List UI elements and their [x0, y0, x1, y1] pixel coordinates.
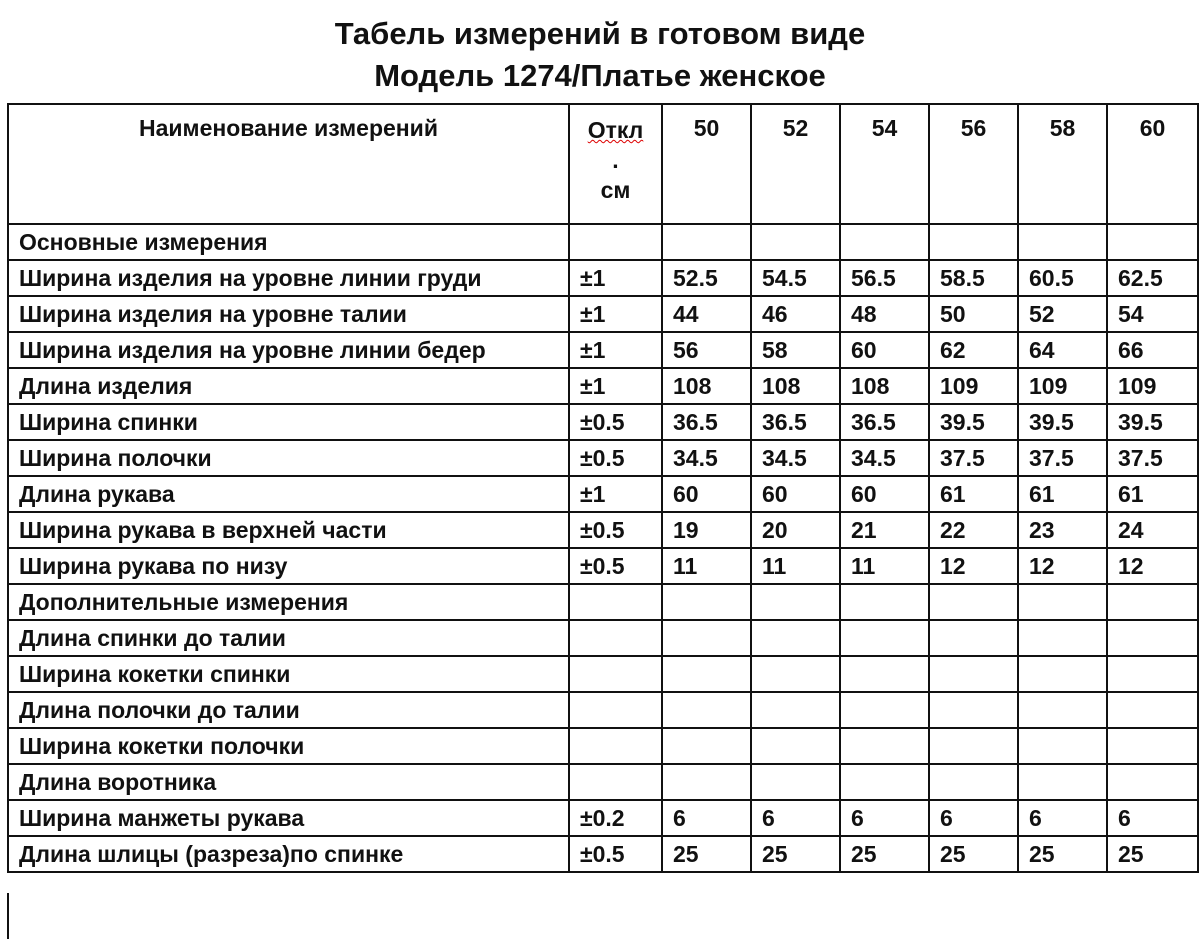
tolerance-cell: ±1: [569, 332, 662, 368]
size-value-58: 37.5: [1018, 440, 1107, 476]
table-row: [8, 728, 1198, 764]
size-value-56: [929, 764, 1018, 800]
header-measurement-name: Наименование измерений: [8, 104, 569, 224]
header-size-58: 58: [1018, 104, 1107, 224]
size-value-50: [662, 620, 751, 656]
size-value-60: 24: [1107, 512, 1198, 548]
size-value-54: [840, 728, 929, 764]
tolerance-cell: [569, 656, 662, 692]
size-value-58: [1018, 584, 1107, 620]
size-value-50: [662, 692, 751, 728]
size-value-52: [751, 692, 840, 728]
measurement-name: Ширина изделия на уровне линии бедер: [8, 332, 569, 368]
size-value-54: [840, 224, 929, 260]
tolerance-cell: ±0.2: [569, 800, 662, 836]
measurement-name: Ширина изделия на уровне талии: [8, 296, 569, 332]
size-value-56: 109: [929, 368, 1018, 404]
table-row: [8, 656, 1198, 692]
size-value-50: 19: [662, 512, 751, 548]
measurement-name: Ширина кокетки полочки: [8, 728, 569, 764]
size-value-54: [840, 692, 929, 728]
size-value-50: 11: [662, 548, 751, 584]
measurement-name: Длина полочки до талии: [8, 692, 569, 728]
tolerance-cell: [569, 764, 662, 800]
size-value-60: [1107, 620, 1198, 656]
header-tolerance-line3: см: [600, 177, 631, 203]
size-value-56: [929, 584, 1018, 620]
size-value-50: 108: [662, 368, 751, 404]
size-value-58: [1018, 620, 1107, 656]
measurement-name: Ширина манжеты рукава: [8, 800, 569, 836]
table-row: [8, 368, 1198, 404]
size-value-54: 56.5: [840, 260, 929, 296]
size-value-50: 6: [662, 800, 751, 836]
tolerance-cell: ±0.5: [569, 404, 662, 440]
size-value-60: 39.5: [1107, 404, 1198, 440]
table-row: [8, 692, 1198, 728]
size-value-50: [662, 224, 751, 260]
size-value-56: 62: [929, 332, 1018, 368]
header-tolerance: [569, 104, 662, 224]
size-value-58: 25: [1018, 836, 1107, 872]
size-value-54: 60: [840, 332, 929, 368]
table-row: [8, 800, 1198, 836]
size-value-58: 52: [1018, 296, 1107, 332]
size-value-56: 22: [929, 512, 1018, 548]
size-value-58: 6: [1018, 800, 1107, 836]
size-value-54: 6: [840, 800, 929, 836]
size-value-52: 11: [751, 548, 840, 584]
table-edge-line: [7, 893, 9, 939]
table-header-row: [8, 104, 1198, 224]
size-value-58: 23: [1018, 512, 1107, 548]
size-value-58: [1018, 728, 1107, 764]
size-value-50: 34.5: [662, 440, 751, 476]
measurements-table: [7, 103, 1199, 873]
table-row: [8, 836, 1198, 872]
size-value-56: 39.5: [929, 404, 1018, 440]
measurement-name: Ширина полочки: [8, 440, 569, 476]
measurement-name: Дополнительные измерения: [8, 584, 569, 620]
size-value-56: [929, 656, 1018, 692]
size-value-52: [751, 728, 840, 764]
table-row: [8, 476, 1198, 512]
size-value-58: 64: [1018, 332, 1107, 368]
size-value-52: 60: [751, 476, 840, 512]
size-value-58: [1018, 656, 1107, 692]
size-value-50: 56: [662, 332, 751, 368]
size-value-52: 36.5: [751, 404, 840, 440]
header-size-60: 60: [1107, 104, 1198, 224]
size-value-52: 54.5: [751, 260, 840, 296]
size-value-60: 12: [1107, 548, 1198, 584]
table-row: [8, 332, 1198, 368]
size-value-58: [1018, 764, 1107, 800]
size-value-52: [751, 764, 840, 800]
table-row: [8, 260, 1198, 296]
header-size-56: 56: [929, 104, 1018, 224]
table-row: [8, 584, 1198, 620]
tolerance-cell: ±1: [569, 260, 662, 296]
header-tolerance-line2: .: [612, 147, 619, 173]
size-value-56: [929, 692, 1018, 728]
size-value-54: [840, 620, 929, 656]
tolerance-cell: ±1: [569, 368, 662, 404]
size-value-50: [662, 764, 751, 800]
table-row: [8, 548, 1198, 584]
size-value-60: [1107, 692, 1198, 728]
size-value-54: 21: [840, 512, 929, 548]
size-value-56: 37.5: [929, 440, 1018, 476]
measurement-name: Ширина кокетки спинки: [8, 656, 569, 692]
tolerance-cell: ±0.5: [569, 836, 662, 872]
size-value-56: 6: [929, 800, 1018, 836]
size-value-50: 25: [662, 836, 751, 872]
size-value-54: 11: [840, 548, 929, 584]
size-value-60: 25: [1107, 836, 1198, 872]
header-size-54: 54: [840, 104, 929, 224]
size-value-50: [662, 656, 751, 692]
document-title: Табель измерений в готовом виде: [334, 16, 866, 51]
measurement-name: Длина изделия: [8, 368, 569, 404]
size-value-50: 60: [662, 476, 751, 512]
size-value-54: [840, 656, 929, 692]
size-value-60: 6: [1107, 800, 1198, 836]
size-value-54: 25: [840, 836, 929, 872]
size-value-58: 60.5: [1018, 260, 1107, 296]
size-value-58: 109: [1018, 368, 1107, 404]
size-value-60: [1107, 656, 1198, 692]
table-row: [8, 620, 1198, 656]
size-value-52: [751, 656, 840, 692]
measurement-name: Длина шлицы (разреза)по спинке: [8, 836, 569, 872]
table-row: [8, 440, 1198, 476]
size-value-52: 46: [751, 296, 840, 332]
size-value-52: 20: [751, 512, 840, 548]
table-row: [8, 404, 1198, 440]
measurement-name: Основные измерения: [8, 224, 569, 260]
size-value-52: [751, 620, 840, 656]
size-value-60: 62.5: [1107, 260, 1198, 296]
size-value-52: 6: [751, 800, 840, 836]
measurement-name: Ширина спинки: [8, 404, 569, 440]
size-value-50: 52.5: [662, 260, 751, 296]
size-value-52: 108: [751, 368, 840, 404]
size-value-56: [929, 224, 1018, 260]
size-value-60: 66: [1107, 332, 1198, 368]
size-value-58: 12: [1018, 548, 1107, 584]
size-value-56: 58.5: [929, 260, 1018, 296]
table-row: [8, 224, 1198, 260]
measurement-name: Ширина рукава в верхней части: [8, 512, 569, 548]
tolerance-cell: [569, 620, 662, 656]
size-value-52: [751, 584, 840, 620]
table-row: [8, 764, 1198, 800]
tolerance-cell: ±1: [569, 476, 662, 512]
measurement-name: Длина спинки до талии: [8, 620, 569, 656]
tolerance-cell: [569, 584, 662, 620]
tolerance-cell: ±0.5: [569, 548, 662, 584]
size-value-56: 61: [929, 476, 1018, 512]
size-value-50: 44: [662, 296, 751, 332]
size-value-56: [929, 620, 1018, 656]
tolerance-cell: [569, 224, 662, 260]
size-value-56: 25: [929, 836, 1018, 872]
tolerance-cell: ±1: [569, 296, 662, 332]
size-value-52: 58: [751, 332, 840, 368]
size-value-56: 12: [929, 548, 1018, 584]
size-value-60: 37.5: [1107, 440, 1198, 476]
table-row: [8, 296, 1198, 332]
size-value-60: 109: [1107, 368, 1198, 404]
size-value-54: 60: [840, 476, 929, 512]
model-subtitle: Модель 1274/Платье женское: [374, 58, 826, 93]
size-value-52: 34.5: [751, 440, 840, 476]
size-value-58: 61: [1018, 476, 1107, 512]
size-value-54: [840, 584, 929, 620]
size-value-54: 34.5: [840, 440, 929, 476]
size-value-54: 108: [840, 368, 929, 404]
size-value-60: [1107, 224, 1198, 260]
size-value-54: [840, 764, 929, 800]
size-value-60: [1107, 728, 1198, 764]
measurement-name: Ширина изделия на уровне линии груди: [8, 260, 569, 296]
header-size-50: 50: [662, 104, 751, 224]
size-value-58: [1018, 692, 1107, 728]
size-value-50: [662, 584, 751, 620]
tolerance-cell: [569, 728, 662, 764]
size-value-58: [1018, 224, 1107, 260]
size-value-60: 54: [1107, 296, 1198, 332]
header-tolerance-line1: Откл: [587, 117, 644, 143]
size-value-56: 50: [929, 296, 1018, 332]
size-value-60: [1107, 764, 1198, 800]
measurement-name: Ширина рукава по низу: [8, 548, 569, 584]
size-value-50: [662, 728, 751, 764]
tolerance-cell: ±0.5: [569, 440, 662, 476]
measurement-name: Длина воротника: [8, 764, 569, 800]
size-value-58: 39.5: [1018, 404, 1107, 440]
size-value-54: 48: [840, 296, 929, 332]
size-value-52: [751, 224, 840, 260]
measurement-name: Длина рукава: [8, 476, 569, 512]
size-value-56: [929, 728, 1018, 764]
size-value-60: [1107, 584, 1198, 620]
size-value-60: 61: [1107, 476, 1198, 512]
size-value-54: 36.5: [840, 404, 929, 440]
size-value-50: 36.5: [662, 404, 751, 440]
header-size-52: 52: [751, 104, 840, 224]
tolerance-cell: ±0.5: [569, 512, 662, 548]
tolerance-cell: [569, 692, 662, 728]
table-row: [8, 512, 1198, 548]
size-value-52: 25: [751, 836, 840, 872]
